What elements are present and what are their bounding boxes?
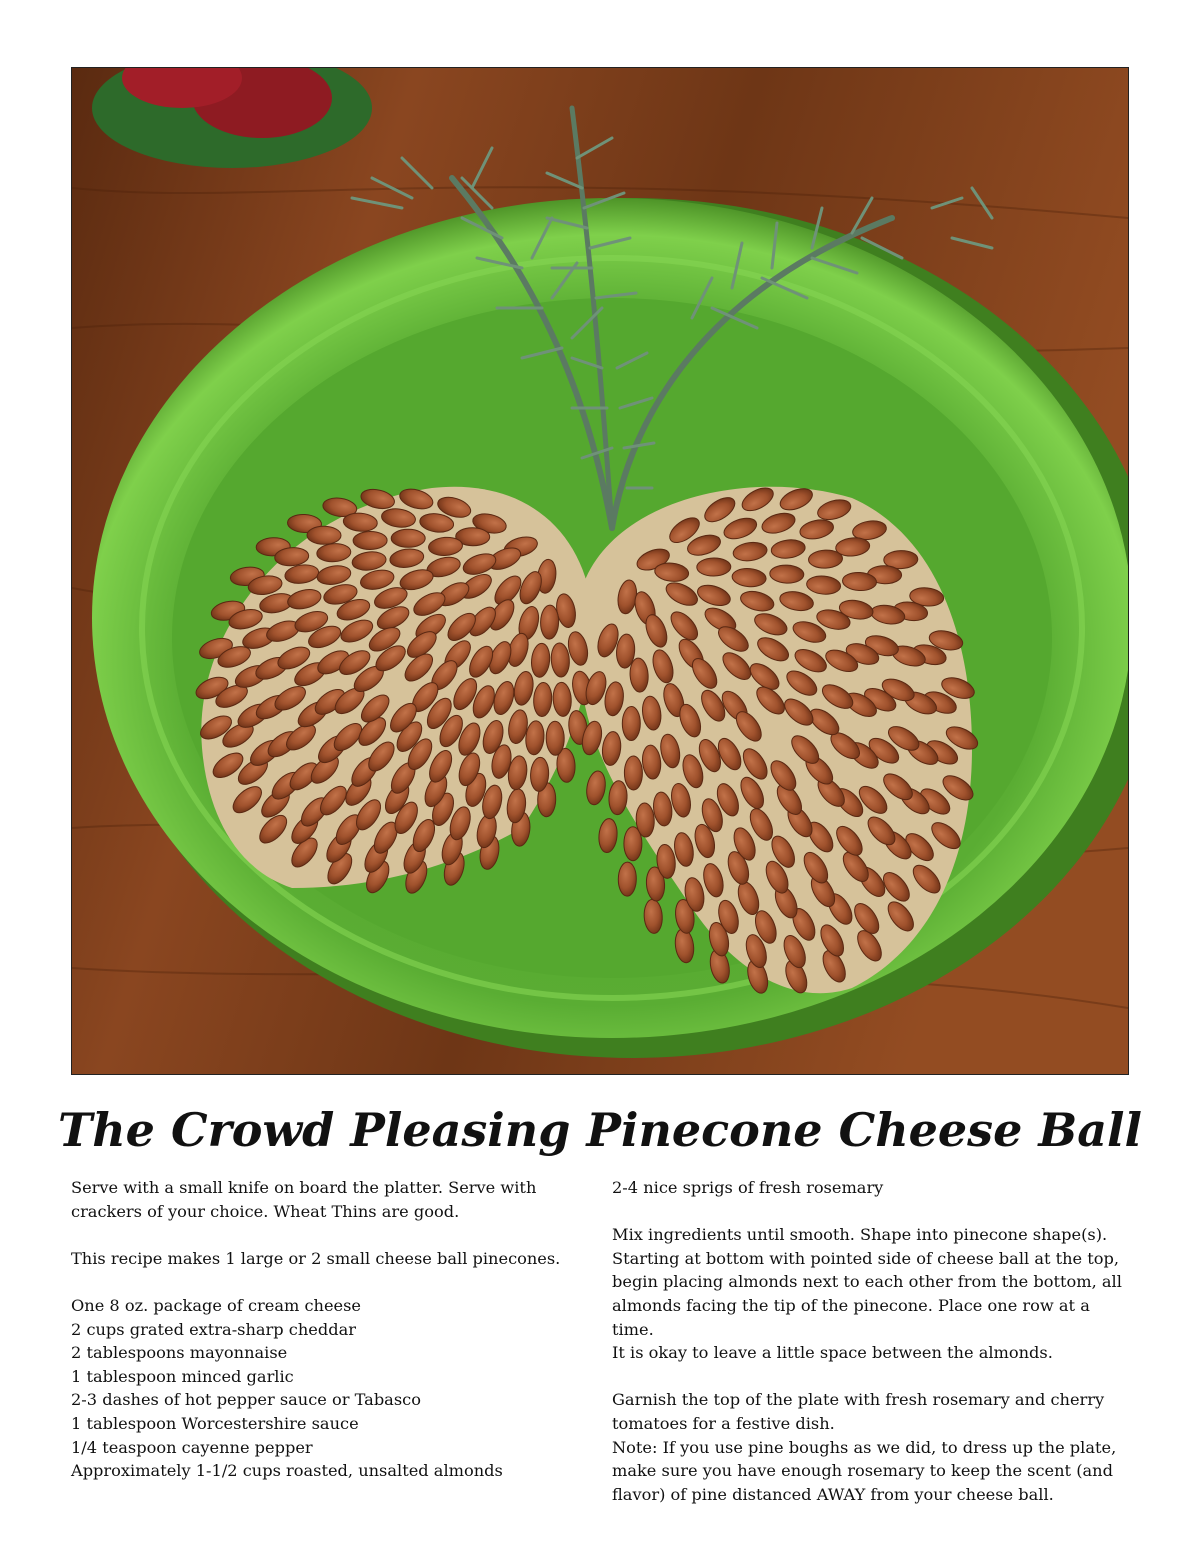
ingredient-item: 2 tablespoons mayonnaise xyxy=(71,1343,288,1363)
almond xyxy=(546,721,565,755)
yield-note: This recipe makes 1 large or 2 small cheese ball pinecones. xyxy=(71,1248,561,1268)
serving-note-line: crackers of your choice. Wheat Thins are good. xyxy=(71,1201,460,1221)
ingredient-item: 1 tablespoon Worcestershire sauce xyxy=(71,1413,359,1433)
almond xyxy=(353,531,387,549)
almond xyxy=(540,605,559,639)
almond xyxy=(307,526,341,544)
almond xyxy=(622,706,640,740)
garnish-line: Note: If you use pine boughs as we did, to dress up the plate, xyxy=(612,1437,1117,1457)
spacer xyxy=(612,1365,1132,1389)
recipe-title: The Crowd Pleasing Pinecone Cheese Ball xyxy=(58,1103,1142,1157)
serving-note-line: Serve with a small knife on board the platter. Serve with xyxy=(71,1178,537,1197)
ingredient-item: One 8 oz. package of cream cheese xyxy=(71,1295,362,1315)
ingredient-item: 2-3 dashes of hot pepper sauce or Tabasco xyxy=(71,1390,421,1410)
spacer xyxy=(71,1223,571,1247)
ingredient-item: 2-4 nice sprigs of fresh rosemary xyxy=(612,1178,884,1197)
spacer xyxy=(71,1270,571,1294)
spacer xyxy=(612,1200,1132,1224)
garnish-line: flavor) of pine distanced AWAY from your cheese ball. xyxy=(612,1484,1054,1504)
ingredient-item: 1 tablespoon minced garlic xyxy=(71,1366,294,1386)
instruction-line: almonds facing the tip of the pinecone. Place one row at a time. xyxy=(612,1295,1090,1339)
almond xyxy=(391,529,425,547)
ingredient-item: 1/4 teaspoon cayenne pepper xyxy=(71,1437,313,1457)
left-column xyxy=(71,1176,571,1483)
ingredient-item: Approximately 1-1/2 cups roasted, unsalted almonds xyxy=(71,1461,503,1481)
instruction-line: Mix ingredients until smooth. Shape into pinecone shape(s). xyxy=(612,1225,1108,1245)
ingredient-item: 2 cups grated extra-sharp cheddar xyxy=(71,1319,356,1339)
garnish-line: tomatoes for a festive dish. xyxy=(612,1413,835,1433)
garnish-line: Garnish the top of the plate with fresh rosemary and cherry xyxy=(612,1390,1105,1410)
recipe-photo xyxy=(71,67,1129,1075)
almond xyxy=(618,862,637,896)
right-column xyxy=(612,1176,1132,1506)
almond xyxy=(624,756,642,790)
garnish-line: make sure you have enough rosemary to keep the scent (and xyxy=(612,1461,1113,1481)
almond xyxy=(697,558,731,576)
instruction-line: It is okay to leave a little space between the almonds. xyxy=(612,1343,1053,1363)
instruction-line: Starting at bottom with pointed side of cheese ball at the top, xyxy=(612,1248,1120,1268)
instruction-line: begin placing almonds next to each other from the bottom, all xyxy=(612,1272,1122,1292)
pinecone-cheese-ball-photo xyxy=(72,68,1128,1074)
